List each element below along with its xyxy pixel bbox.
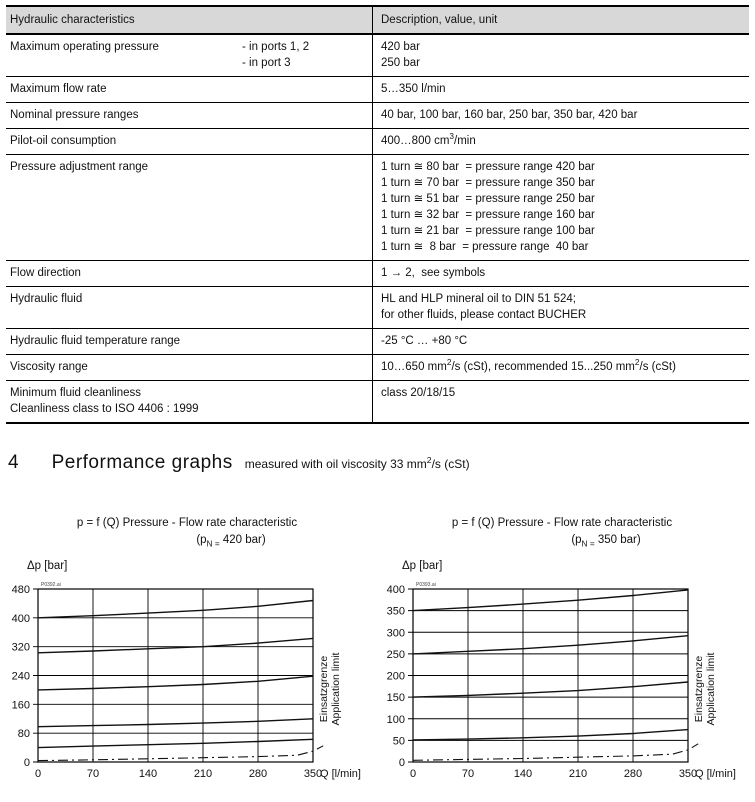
series-line xyxy=(38,739,313,747)
section-number: 4 xyxy=(8,452,19,473)
table-row xyxy=(6,329,749,355)
y-tick-label: 240 xyxy=(11,670,30,683)
value-cell xyxy=(372,103,749,128)
y-tick-label: 100 xyxy=(386,713,405,726)
cell-text: Pilot-oil consumption xyxy=(10,135,117,147)
value-cell xyxy=(372,77,749,102)
application-limit-label: Application limit xyxy=(330,652,342,726)
cell-text: Nominal pressure ranges xyxy=(10,109,139,121)
table-row xyxy=(6,129,749,155)
y-tick-label: 200 xyxy=(386,670,405,683)
y-tick-label: 400 xyxy=(386,584,405,596)
series-line xyxy=(38,601,313,618)
chart-canvas xyxy=(383,551,755,791)
cell-text: - in port 3 xyxy=(242,57,291,69)
y-tick-label: 300 xyxy=(386,627,405,640)
cell-text: 10…650 $mm^2/s$ (cSt), recommended 15...250 $mm^2/s$ (cSt) xyxy=(381,358,676,373)
cell-text: 1 turn ≅ 80 bar = pressure range 420 bar xyxy=(381,161,595,173)
x-tick-label: 280 xyxy=(623,768,643,780)
cell-text: 40 bar, 100 bar, 160 bar, 250 bar, 350 bar, 420 bar xyxy=(381,109,638,121)
value-cell xyxy=(372,381,749,422)
cell-text: 1 turn ≅ 51 bar = pressure range 250 bar xyxy=(381,193,595,205)
cell-text: 5…350 l/min xyxy=(381,83,446,95)
application-limit-line xyxy=(413,744,698,761)
characteristic-subcell xyxy=(242,39,309,71)
y-tick-label: 480 xyxy=(11,584,30,596)
cell-text: class 20/18/15 xyxy=(381,387,456,399)
y-tick-label: 160 xyxy=(11,699,30,712)
cell-text: Hydraulic fluid temperature range xyxy=(10,335,181,347)
y-tick-label: 320 xyxy=(11,641,30,654)
table-row xyxy=(6,77,749,103)
x-axis-label: Q [l/min] xyxy=(320,768,361,780)
table-row xyxy=(6,35,749,77)
y-tick-label: 0 xyxy=(23,757,30,769)
characteristic-cell xyxy=(6,261,372,286)
series-line xyxy=(413,682,688,697)
cell-text: 1 turn ≅ 70 bar = pressure range 350 bar xyxy=(381,177,595,189)
y-tick-label: 80 xyxy=(17,728,30,741)
x-tick-label: 350 xyxy=(678,768,698,780)
plot-id-label: P0392.ai xyxy=(41,582,61,588)
cell-text: Viscosity range xyxy=(10,361,88,373)
hydraulic-characteristics-table xyxy=(6,5,749,424)
cell-text: Flow direction xyxy=(10,267,81,279)
y-tick-label: 250 xyxy=(386,648,405,661)
series-line xyxy=(413,730,688,740)
characteristic-cell xyxy=(6,355,372,380)
characteristic-cell xyxy=(6,129,372,154)
y-axis-label: Δp [bar] xyxy=(402,560,443,572)
characteristic-cell xyxy=(6,35,372,76)
cell-text: Pressure adjustment range xyxy=(10,161,149,173)
pressure-flow-chart-350bar xyxy=(383,515,755,791)
section-heading xyxy=(8,452,470,474)
application-limit-label: Einsatzgrenze xyxy=(693,655,705,723)
table-body xyxy=(6,35,749,422)
series-line xyxy=(413,590,688,611)
chart-subtitle: ($p_{N =}$ 350 bar) xyxy=(571,534,641,549)
y-axis-label: Δp [bar] xyxy=(27,560,68,572)
cell-text: -25 °C … +80 °C xyxy=(381,335,468,347)
x-tick-label: 70 xyxy=(86,768,100,780)
value-cell xyxy=(372,261,749,286)
table-header-col2: Description, value, unit xyxy=(372,7,749,33)
series-line xyxy=(413,636,688,654)
cell-text: Maximum flow rate xyxy=(10,83,107,95)
section-title: Performance graphs xyxy=(51,452,233,473)
x-axis-label: Q [l/min] xyxy=(695,768,736,780)
application-limit-label: Application limit xyxy=(705,652,717,726)
y-tick-label: 350 xyxy=(386,605,405,618)
table-row xyxy=(6,261,749,287)
x-tick-label: 350 xyxy=(303,768,323,780)
cell-text: Maximum operating pressure xyxy=(10,41,159,53)
x-tick-label: 0 xyxy=(34,768,42,780)
cell-text: 1 turn ≅ 32 bar = pressure range 160 bar xyxy=(381,209,595,221)
cell-text: - in ports 1, 2 xyxy=(242,41,310,53)
cell-text: HL and HLP mineral oil to DIN 51 524; xyxy=(381,293,576,305)
cell-text: 1 → 2, see symbols xyxy=(381,267,486,279)
value-cell xyxy=(372,35,749,76)
characteristic-cell xyxy=(6,77,372,102)
x-tick-label: 0 xyxy=(409,768,417,780)
table-header-col1: Hydraulic characteristics xyxy=(10,14,135,26)
value-cell xyxy=(372,129,749,154)
characteristic-cell xyxy=(6,329,372,354)
value-cell xyxy=(372,287,749,328)
x-tick-label: 210 xyxy=(193,768,213,780)
cell-text: Cleanliness class to ISO 4406 : 1999 xyxy=(10,403,199,415)
y-tick-label: 0 xyxy=(398,757,405,769)
x-tick-label: 140 xyxy=(138,768,158,780)
section-subtitle: measured with oil viscosity 33 $mm^2/s$ (cSt) xyxy=(244,455,470,471)
characteristic-cell xyxy=(6,155,372,260)
chart-subtitle: ($p_{N =}$ 420 bar) xyxy=(196,534,266,549)
cell-text: 1 turn ≅ 21 bar = pressure range 100 bar xyxy=(381,225,595,237)
cell-text: Minimum fluid cleanliness xyxy=(10,387,142,399)
table-header-row xyxy=(6,7,749,35)
series-line xyxy=(38,676,313,690)
table-row xyxy=(6,103,749,129)
chart-title: p = f (Q) Pressure - Flow rate characteristic xyxy=(451,517,673,529)
application-limit-line xyxy=(38,746,323,761)
value-cell xyxy=(372,155,749,260)
characteristic-cell xyxy=(6,287,372,328)
y-tick-label: 400 xyxy=(11,612,30,625)
value-cell xyxy=(372,355,749,380)
characteristic-cell xyxy=(6,381,372,422)
cell-text: 1 turn ≅ 8 bar = pressure range 40 bar xyxy=(381,241,589,253)
table-row xyxy=(6,287,749,329)
cell-text: for other fluids, please contact BUCHER xyxy=(381,309,587,321)
plot-id-label: P0393.ai xyxy=(416,582,436,588)
y-tick-label: 150 xyxy=(386,692,405,705)
y-tick-label: 50 xyxy=(392,735,405,748)
x-tick-label: 280 xyxy=(248,768,268,780)
value-cell xyxy=(372,329,749,354)
cell-text: Hydraulic fluid xyxy=(10,293,83,305)
characteristic-cell xyxy=(6,103,372,128)
table-row xyxy=(6,355,749,381)
application-limit-label: Einsatzgrenze xyxy=(318,655,330,723)
chart-title: p = f (Q) Pressure - Flow rate characteristic xyxy=(76,517,298,529)
cell-text: 250 bar xyxy=(381,57,421,69)
x-tick-label: 210 xyxy=(568,768,588,780)
cell-text: 400…800 $cm^3/\min$ xyxy=(381,132,476,147)
chart-canvas xyxy=(8,551,380,791)
table-row xyxy=(6,381,749,422)
table-row xyxy=(6,155,749,261)
series-line xyxy=(38,719,313,727)
x-tick-label: 70 xyxy=(461,768,475,780)
x-tick-label: 140 xyxy=(513,768,533,780)
pressure-flow-chart-420bar xyxy=(8,515,380,791)
series-line xyxy=(38,638,313,652)
cell-text: 420 bar xyxy=(381,41,421,53)
